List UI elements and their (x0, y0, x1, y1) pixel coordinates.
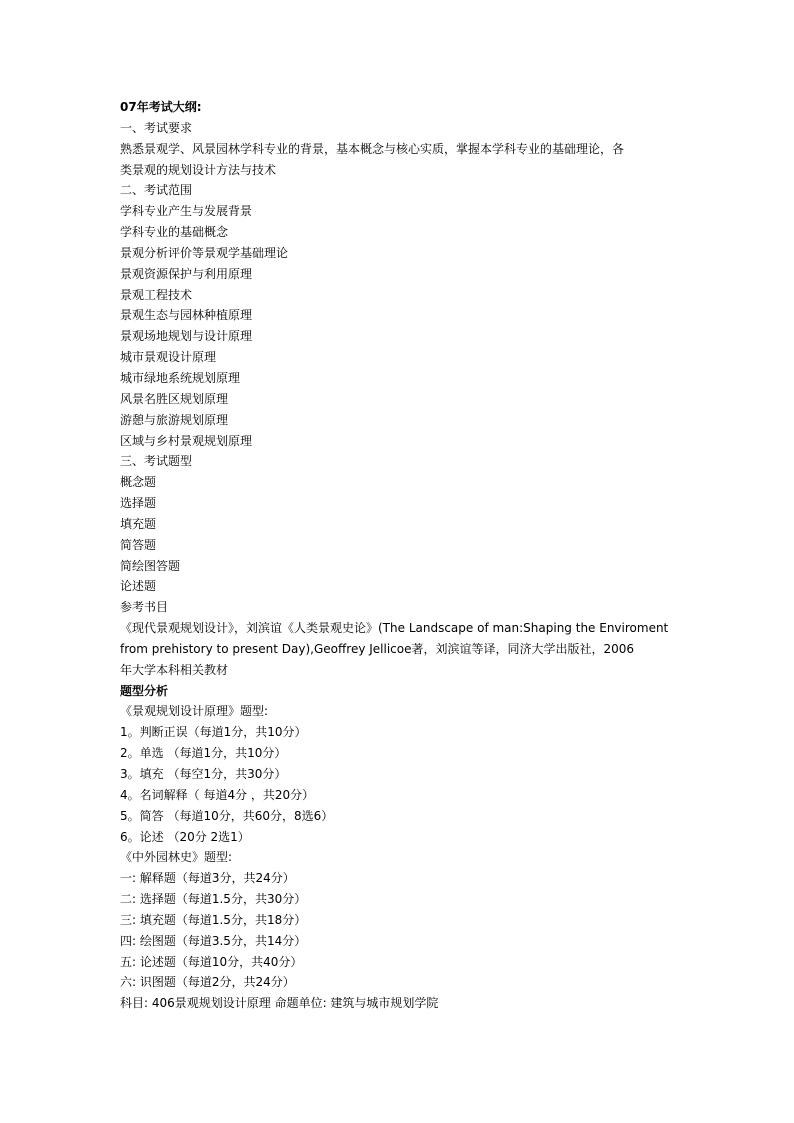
text-line: 三、考试题型 (120, 454, 193, 469)
text-line: 选择题 (120, 496, 157, 511)
text-line: 四: 绘图题（每道3.5分，共14分） (120, 933, 307, 948)
text-line: 简绘图答题 (120, 558, 181, 573)
text-line: 《现代景观规划设计》，刘滨谊《人类景观史论》(The Landscape of man:Shaping the Enviroment (120, 621, 669, 636)
text-line: 《景观规划设计原理》题型: (120, 704, 269, 719)
document-body (120, 97, 720, 1014)
text-line: 六: 识图题（每道2分，共24分） (120, 975, 295, 990)
text-line: 景观场地规划与设计原理 (120, 329, 253, 344)
text-line: 类景观的规划设计方法与技术 (120, 162, 277, 177)
text-line: 1。判断正误（每道1分，共10分） (120, 725, 307, 740)
text-line: 概念题 (120, 475, 157, 490)
text-line: from prehistory to present Day),Geoffrey Jellicoe著，刘滨谊等译，同济大学出版社，2006 (120, 641, 635, 656)
text-line: 5。简答 （每道10分，共60分，8选6） (120, 808, 334, 823)
text-line: 3。填充 （每空1分，共30分） (120, 767, 287, 781)
text-line: 一: 解释题（每道3分，共24分） (120, 871, 295, 886)
text-line: 区域与乡村景观规划原理 (120, 433, 253, 448)
text-line: 熟悉景观学、风景园林学科专业的背景，基本概念与核心实质，掌握本学科专业的基础理论，各 (120, 141, 625, 156)
text-line: 参考书目 (120, 600, 169, 615)
text-line: 学科专业的基础概念 (120, 225, 229, 240)
text-line: 科目: 406景观规划设计原理 命题单位: 建筑与城市规划学院 (120, 996, 439, 1011)
section-heading: 07年考试大纲: (120, 100, 202, 114)
text-line: 景观工程技术 (120, 287, 193, 302)
text-line: 五: 论述题（每道10分，共40分） (120, 954, 303, 969)
text-line: 6。论述 （20分 2选1） (120, 829, 250, 844)
text-line: 二: 选择题（每道1.5分，共30分） (120, 892, 307, 907)
text-line: 一、考试要求 (120, 120, 193, 135)
section-heading: 题型分析 (120, 683, 169, 698)
text-line: 三: 填充题（每道1.5分，共18分） (120, 912, 307, 927)
text-line: 2。单选 （每道1分，共10分） (120, 746, 287, 761)
text-line: 城市绿地系统规划原理 (120, 370, 241, 385)
text-line: 景观分析评价等景观学基础理论 (120, 245, 289, 260)
text-line: 填充题 (120, 516, 157, 531)
text-line: 游憩与旅游规划原理 (120, 412, 229, 427)
text-line: 城市景观设计原理 (120, 350, 217, 365)
text-line: 4。名词解释（ 每道4分 ，共20分） (120, 787, 315, 802)
text-line: 学科专业产生与发展背景 (120, 204, 253, 219)
text-line: 年大学本科相关教材 (120, 662, 229, 677)
text-line: 二、考试范围 (120, 183, 193, 198)
text-line: 论述题 (120, 579, 157, 594)
text-line: 《中外园林史》题型: (120, 850, 233, 865)
text-line: 简答题 (120, 537, 157, 552)
text-line: 风景名胜区规划原理 (120, 391, 229, 406)
text-line: 景观资源保护与利用原理 (120, 266, 253, 281)
text-line: 景观生态与园林种植原理 (120, 308, 253, 323)
